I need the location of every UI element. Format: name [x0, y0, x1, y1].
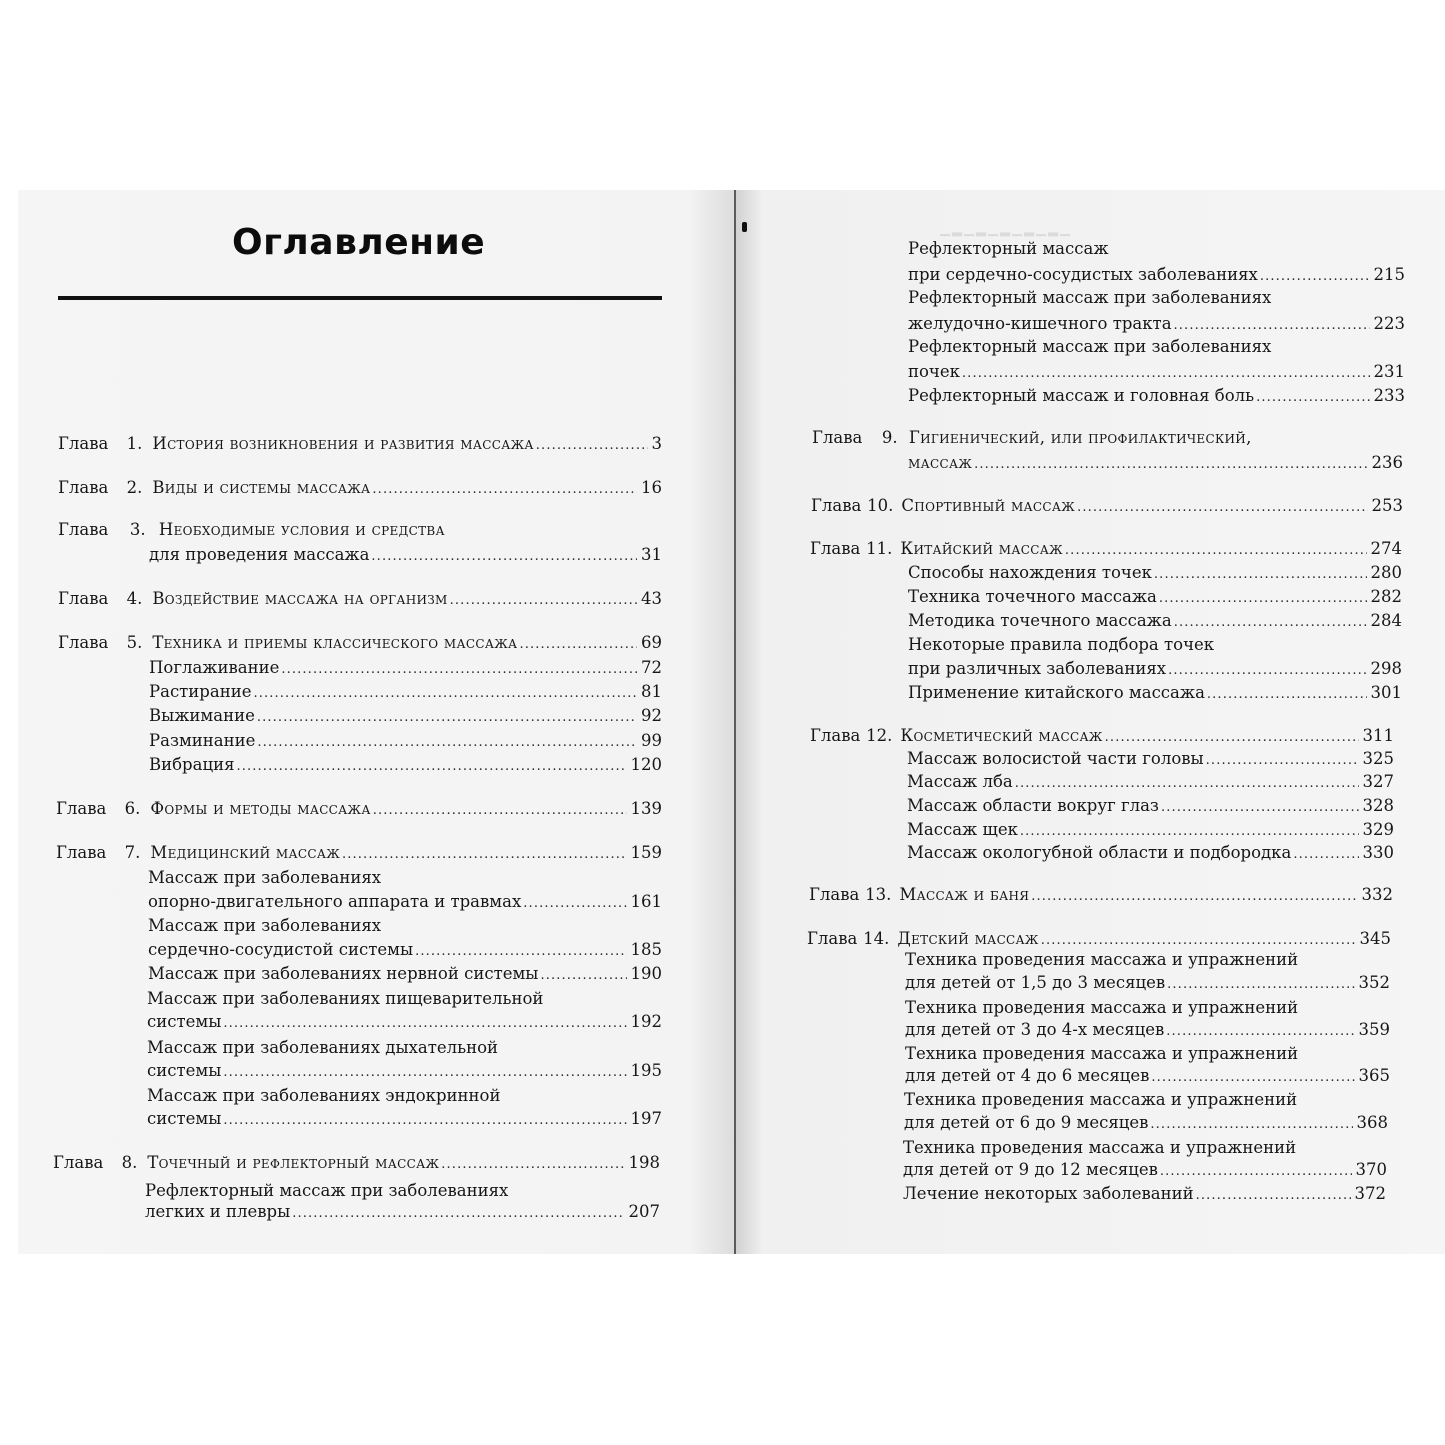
leader-dots — [450, 594, 637, 607]
leader-dots — [1154, 568, 1367, 581]
section-title-line1: Техника проведения массажа и упражнений — [904, 1090, 1298, 1109]
section-title-line1: Техника проведения массажа и упражнений — [903, 1138, 1297, 1157]
chapter-number: 9. — [881, 428, 898, 447]
page-number: 207 — [628, 1202, 660, 1221]
leader-dots — [1031, 890, 1357, 903]
toc-section — [148, 966, 662, 983]
page-number: 329 — [1362, 820, 1394, 839]
leader-dots — [371, 550, 637, 563]
page-number: 197 — [630, 1109, 662, 1128]
page-number: 274 — [1370, 539, 1402, 558]
leader-dots — [536, 439, 648, 452]
toc-chapter-1 — [58, 436, 662, 453]
toc-chapter-12 — [810, 728, 1394, 745]
chapter-number: 1. — [126, 434, 143, 453]
toc-section — [903, 1186, 1386, 1203]
chapter-label: Глава — [58, 434, 109, 453]
section-title-line1: Массаж при заболеваниях — [148, 868, 382, 887]
chapter-label: Глава — [56, 843, 107, 862]
section-title-line2: для детей от 1,5 до 3 месяцев — [905, 973, 1166, 992]
toc-chapter-5 — [58, 635, 662, 652]
section-title: Массаж волосистой части головы — [907, 749, 1204, 768]
toc-section — [907, 845, 1394, 862]
section-title-line2: системы — [147, 1061, 222, 1080]
toc-section — [908, 685, 1402, 702]
leader-dots — [342, 848, 627, 861]
chapter-title-line1: Гигиенический, или профилактический, — [908, 428, 1252, 447]
page-number: 282 — [1370, 587, 1402, 606]
chapter-label: Глава — [58, 589, 109, 608]
toc-chapter-2 — [58, 480, 662, 497]
leader-dots — [1015, 777, 1359, 790]
chapter-number: 13. — [865, 885, 892, 904]
toc-chapter-14 — [807, 931, 1391, 948]
section-title: Рефлекторный массаж и головная боль — [908, 386, 1255, 405]
leader-dots — [1260, 270, 1370, 283]
section-title-line2: желудочно-кишечного тракта — [908, 314, 1172, 333]
chapter-title: Китайский массаж — [900, 539, 1063, 558]
chapter-title: Медицинский массаж — [150, 843, 340, 862]
section-title-line2: для детей от 6 до 9 месяцев — [904, 1113, 1149, 1132]
title-rule — [58, 296, 662, 300]
toc-section — [907, 751, 1394, 768]
leader-dots — [1256, 391, 1369, 404]
leader-dots — [1293, 848, 1358, 861]
toc-chapter-4 — [58, 591, 662, 608]
section-title-line2: системы — [147, 1012, 222, 1031]
leader-dots — [257, 736, 637, 749]
chapter-label: Глава — [807, 929, 858, 948]
page-number: 31 — [641, 545, 662, 564]
page-number: 120 — [630, 755, 662, 774]
leader-dots — [1065, 544, 1367, 557]
page-number: 370 — [1355, 1160, 1387, 1179]
leader-dots — [281, 663, 637, 676]
chapter-title: Точечный и рефлекторный массаж — [147, 1153, 440, 1172]
chapter-number: 6. — [124, 799, 141, 818]
toc-section — [908, 267, 1405, 284]
chapter-label: Глава — [58, 633, 109, 652]
toc-chapter-7 — [56, 845, 662, 862]
section-title-line2: для детей от 9 до 12 месяцев — [903, 1160, 1158, 1179]
section-title: Массаж окологубной области и подбородка — [907, 843, 1292, 862]
bleed-through: ▁▂▁▂▁▂▁▂▁▂▁ — [940, 222, 1072, 237]
toc-section — [147, 1014, 662, 1031]
toc-chapter-3-line2 — [149, 547, 662, 564]
toc-section — [149, 757, 662, 774]
leader-dots — [223, 1066, 626, 1079]
chapter-label: Глава — [53, 1153, 104, 1172]
section-title-line2: сердечно-сосудистой системы — [148, 940, 414, 959]
leader-dots — [974, 458, 1367, 471]
toc-section — [147, 1111, 662, 1128]
gutter-mark — [742, 222, 747, 232]
chapter-number: 7. — [124, 843, 141, 862]
leader-dots — [223, 1114, 626, 1127]
toc-section — [145, 1204, 660, 1221]
toc-section — [148, 894, 662, 911]
toc-chapter-9-line2 — [908, 455, 1403, 472]
page-number: 185 — [630, 940, 662, 959]
chapter-number: 2. — [126, 478, 143, 497]
section-title: Вибрация — [149, 755, 235, 774]
chapter-number: 8. — [121, 1153, 138, 1172]
page-number: 223 — [1373, 314, 1405, 333]
chapter-label: Глава — [56, 799, 107, 818]
page-number: 233 — [1373, 386, 1405, 405]
section-title-line2: опорно-двигательного аппарата и травмах — [148, 892, 522, 911]
leader-dots — [1105, 731, 1359, 744]
chapter-label: Глава — [58, 478, 109, 497]
section-title: Техника точечного массажа — [908, 587, 1157, 606]
section-title-line2: почек — [908, 362, 960, 381]
page-number: 231 — [1373, 362, 1405, 381]
page-number: 372 — [1354, 1184, 1386, 1203]
chapter-title: Техника и приемы классического массажа — [152, 633, 518, 652]
leader-dots — [523, 897, 626, 910]
leader-dots — [1161, 801, 1359, 814]
leader-dots — [1174, 319, 1370, 332]
chapter-title: Виды и системы массажа — [152, 478, 371, 497]
section-title-line1: Рефлекторный массаж при заболеваниях — [908, 288, 1272, 307]
leader-dots — [1077, 501, 1367, 514]
chapter-title-line2: для проведения массажа — [149, 545, 370, 564]
chapter-title: Массаж и баня — [899, 885, 1030, 904]
leader-dots — [1166, 1025, 1354, 1038]
section-title-line1: Массаж при заболеваниях пищеварительной — [147, 989, 544, 1008]
toc-section — [908, 565, 1402, 582]
chapter-label: Глава — [810, 726, 861, 745]
page-number: 161 — [630, 892, 662, 911]
leader-dots — [1207, 688, 1367, 701]
page-number: 72 — [641, 658, 662, 677]
chapter-number: 5. — [126, 633, 143, 652]
section-title: Массаж при заболеваниях нервной системы — [148, 964, 539, 983]
section-title: Лечение некоторых заболеваний — [903, 1184, 1194, 1203]
section-title: Поглаживание — [149, 658, 280, 677]
toc-section — [905, 1068, 1390, 1085]
toc-section — [149, 660, 662, 677]
section-title: Способы нахождения точек — [908, 563, 1152, 582]
page-number: 328 — [1362, 796, 1394, 815]
leader-dots — [257, 711, 637, 724]
section-title-line1: Рефлекторный массаж при заболеваниях — [908, 337, 1272, 356]
toc-section — [905, 975, 1390, 992]
leader-dots — [1159, 592, 1367, 605]
section-title: Растирание — [149, 682, 252, 701]
section-title: Выжимание — [149, 706, 255, 725]
page-number: 359 — [1358, 1020, 1390, 1039]
chapter-title: История возникновения и развития массажа — [152, 434, 534, 453]
page-number: 327 — [1362, 772, 1394, 791]
page-number: 16 — [641, 478, 662, 497]
toc-section — [908, 613, 1402, 630]
leader-dots — [373, 804, 627, 817]
page-number: 192 — [630, 1012, 662, 1031]
toc-chapter-10 — [811, 498, 1403, 515]
section-title-line2: системы — [147, 1109, 222, 1128]
chapter-title: Воздействие массажа на организм — [152, 589, 448, 608]
section-title: Массаж лба — [907, 772, 1013, 791]
leader-dots — [223, 1017, 626, 1030]
leader-dots — [415, 945, 626, 958]
leader-dots — [1196, 1189, 1351, 1202]
chapter-label: Глава — [58, 520, 109, 539]
page-number: 365 — [1358, 1066, 1390, 1085]
page-number: 345 — [1359, 929, 1391, 948]
leader-dots — [1020, 825, 1359, 838]
page-number: 311 — [1362, 726, 1394, 745]
toc-section — [149, 708, 662, 725]
leader-dots — [1206, 754, 1359, 767]
toc-section — [149, 684, 662, 701]
page-number: 368 — [1356, 1113, 1388, 1132]
section-title-line1: Массаж при заболеваниях дыхательной — [147, 1038, 499, 1057]
page-number: 332 — [1361, 885, 1393, 904]
section-title-line1: Техника проведения массажа и упражнений — [905, 998, 1299, 1017]
leader-dots — [1160, 1165, 1352, 1178]
toc-section — [907, 798, 1394, 815]
toc-section — [908, 589, 1402, 606]
section-title-line2: при сердечно-сосудистых заболеваниях — [908, 265, 1258, 284]
section-title-line1: Техника проведения массажа и упражнений — [905, 1044, 1299, 1063]
section-title: Массаж щек — [907, 820, 1018, 839]
chapter-title: Формы и методы массажа — [150, 799, 371, 818]
chapter-number: 14. — [863, 929, 890, 948]
toc-chapter-13 — [809, 887, 1393, 904]
page-title: Оглавление — [232, 222, 486, 263]
page-number: 352 — [1358, 973, 1390, 992]
page-number: 3 — [651, 434, 662, 453]
toc-section — [147, 1063, 662, 1080]
section-title-line2: легких и плевры — [145, 1202, 291, 1221]
chapter-number: 12. — [866, 726, 893, 745]
leader-dots — [1150, 1118, 1352, 1131]
leader-dots — [962, 367, 1370, 380]
leader-dots — [441, 1158, 624, 1171]
section-title-line2: для детей от 4 до 6 месяцев — [905, 1066, 1150, 1085]
toc-section — [907, 822, 1394, 839]
page-number: 159 — [630, 843, 662, 862]
chapter-title-line2: массаж — [908, 453, 973, 472]
page-number: 198 — [628, 1153, 660, 1172]
toc-section — [908, 388, 1405, 405]
section-title-line2: для детей от 3 до 4-х месяцев — [905, 1020, 1165, 1039]
page-number: 298 — [1370, 659, 1402, 678]
page-number: 92 — [641, 706, 662, 725]
leader-dots — [540, 969, 626, 982]
page-number: 139 — [630, 799, 662, 818]
section-title: Разминание — [149, 731, 256, 750]
leader-dots — [236, 760, 626, 773]
chapter-number: 3. — [129, 520, 146, 539]
gutter-line — [734, 190, 736, 1254]
chapter-number: 4. — [126, 589, 143, 608]
page-number: 325 — [1362, 749, 1394, 768]
chapter-label: Глава — [809, 885, 860, 904]
chapter-title-line1: Необходимые условия и средства — [158, 520, 445, 539]
toc-chapter-8 — [53, 1155, 660, 1172]
page-number: 236 — [1371, 453, 1403, 472]
section-title-line2: при различных заболеваниях — [908, 659, 1167, 678]
chapter-label: Глава — [810, 539, 861, 558]
leader-dots — [1174, 616, 1367, 629]
page-number: 284 — [1370, 611, 1402, 630]
section-title-line1: Рефлекторный массаж при заболеваниях — [145, 1181, 509, 1200]
toc-section — [904, 1115, 1388, 1132]
toc-section — [908, 316, 1405, 333]
page-number: 81 — [641, 682, 662, 701]
chapter-title: Детский массаж — [897, 929, 1039, 948]
leader-dots — [372, 483, 637, 496]
leader-dots — [1041, 934, 1356, 947]
chapter-label: Глава — [811, 496, 862, 515]
page-number: 253 — [1371, 496, 1403, 515]
page-number: 195 — [630, 1061, 662, 1080]
toc-section — [149, 733, 662, 750]
section-title-line1: Техника проведения массажа и упражнений — [905, 950, 1299, 969]
page-number: 280 — [1370, 563, 1402, 582]
leader-dots — [519, 638, 637, 651]
leader-dots — [292, 1207, 624, 1220]
toc-section — [905, 1022, 1390, 1039]
toc-section — [908, 661, 1402, 678]
chapter-title: Косметический массаж — [900, 726, 1103, 745]
toc-chapter-3 — [58, 522, 445, 539]
page-number: 301 — [1370, 683, 1402, 702]
page-number: 190 — [630, 964, 662, 983]
leader-dots — [1168, 664, 1366, 677]
leader-dots — [253, 687, 637, 700]
toc-section — [903, 1162, 1387, 1179]
toc-chapter-11 — [810, 541, 1402, 558]
section-title: Методика точечного массажа — [908, 611, 1172, 630]
leader-dots — [1167, 978, 1354, 991]
section-title: Применение китайского массажа — [908, 683, 1205, 702]
toc-section — [908, 364, 1405, 381]
chapter-label: Глава — [812, 428, 863, 447]
page-number: 69 — [641, 633, 662, 652]
chapter-title: Спортивный массаж — [901, 496, 1076, 515]
toc-chapter-6 — [56, 801, 662, 818]
page-number: 99 — [641, 731, 662, 750]
toc-chapter-9 — [812, 430, 1252, 447]
section-title-line1: Массаж при заболеваниях — [148, 916, 382, 935]
section-title-line1: Массаж при заболеваниях эндокринной — [147, 1086, 501, 1105]
section-title: Массаж области вокруг глаз — [907, 796, 1159, 815]
section-title-line1: Некоторые правила подбора точек — [908, 635, 1215, 654]
page-number: 215 — [1373, 265, 1405, 284]
chapter-number: 11. — [866, 539, 893, 558]
toc-section — [907, 774, 1394, 791]
toc-section — [148, 942, 662, 959]
chapter-number: 10. — [867, 496, 894, 515]
leader-dots — [1151, 1071, 1354, 1084]
page-number: 330 — [1362, 843, 1394, 862]
section-title-line1: Рефлекторный массаж — [908, 239, 1109, 258]
page-number: 43 — [641, 589, 662, 608]
